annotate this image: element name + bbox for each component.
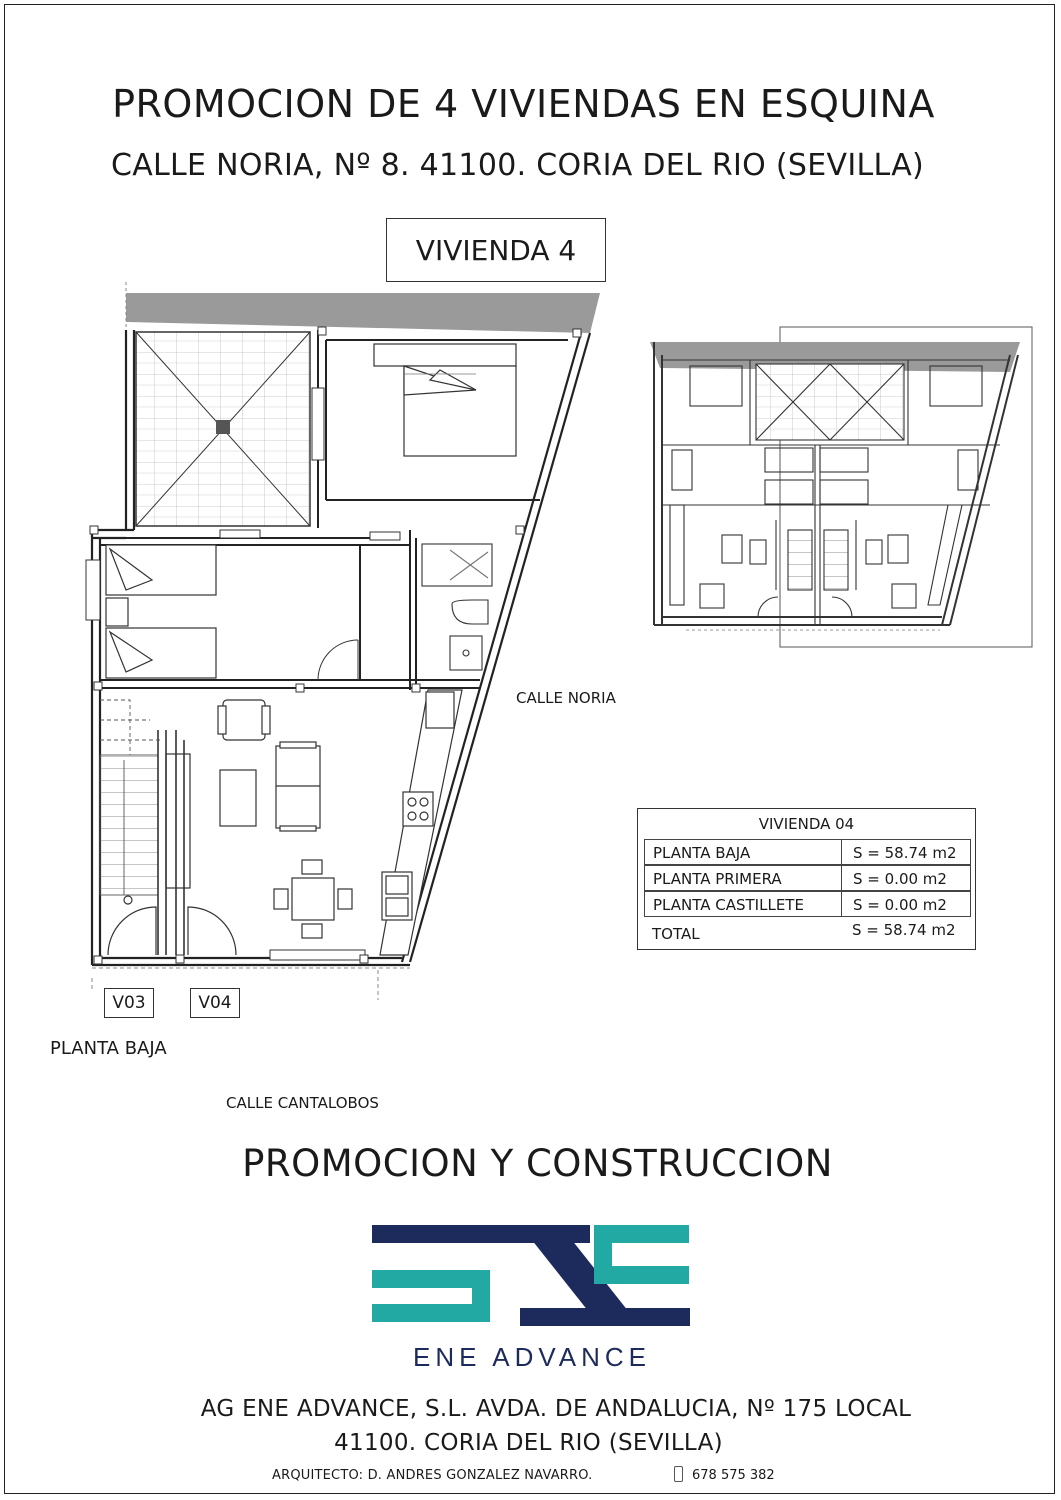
row-name: PLANTA BAJA <box>653 844 751 862</box>
page-title: PROMOCION DE 4 VIVIENDAS EN ESQUINA <box>112 82 935 126</box>
floor-label: PLANTA BAJA <box>50 1038 167 1059</box>
street-label-east: CALLE NORIA <box>516 689 616 707</box>
promoter-heading: PROMOCION Y CONSTRUCCION <box>242 1142 833 1185</box>
double-bed <box>374 344 516 456</box>
table-row <box>644 891 971 917</box>
row-name: PLANTA PRIMERA <box>653 870 782 888</box>
table-row <box>644 865 971 891</box>
page-address: CALLE NORIA, Nº 8. 41100. CORIA DEL RIO (SEVILLA) <box>110 148 925 183</box>
overview-plan <box>650 327 1032 647</box>
unit-label: VIVIENDA 4 <box>386 218 606 282</box>
twin-beds <box>106 545 216 678</box>
row-name: TOTAL <box>652 925 700 943</box>
party-wall <box>126 293 600 333</box>
surfaces-table <box>637 808 976 950</box>
company-city: 41100. CORIA DEL RIO (SEVILLA) <box>334 1430 723 1456</box>
unit-tag-v04: V04 <box>190 988 240 1018</box>
architect-credit: ARQUITECTO: D. ANDRES GONZALEZ NAVARRO. <box>272 1468 593 1483</box>
entrance-doors <box>108 896 236 955</box>
phone-icon <box>674 1466 683 1482</box>
row-name: PLANTA CASTILLETE <box>653 896 804 914</box>
ene-advance-logo <box>372 1225 690 1326</box>
row-value: S = 0.00 m2 <box>853 896 947 914</box>
table-row <box>644 839 971 865</box>
company-address: AG ENE ADVANCE, S.L. AVDA. DE ANDALUCIA, Nº 175 LOCAL <box>200 1396 912 1422</box>
row-value: S = 58.74 m2 <box>853 844 957 862</box>
street-label-south: CALLE CANTALOBOS <box>226 1094 379 1112</box>
row-value: S = 0.00 m2 <box>853 870 947 888</box>
bathroom-fixtures <box>422 544 492 670</box>
unit-tag-v03: V03 <box>104 988 154 1018</box>
surfaces-table-heading: VIVIENDA 04 <box>758 815 855 833</box>
logo-text: ENE ADVANCE <box>412 1342 652 1372</box>
table-row-total <box>644 917 971 943</box>
row-value: S = 58.74 m2 <box>852 921 956 939</box>
living-furniture <box>166 700 352 938</box>
phone-number: 678 575 382 <box>692 1468 775 1483</box>
